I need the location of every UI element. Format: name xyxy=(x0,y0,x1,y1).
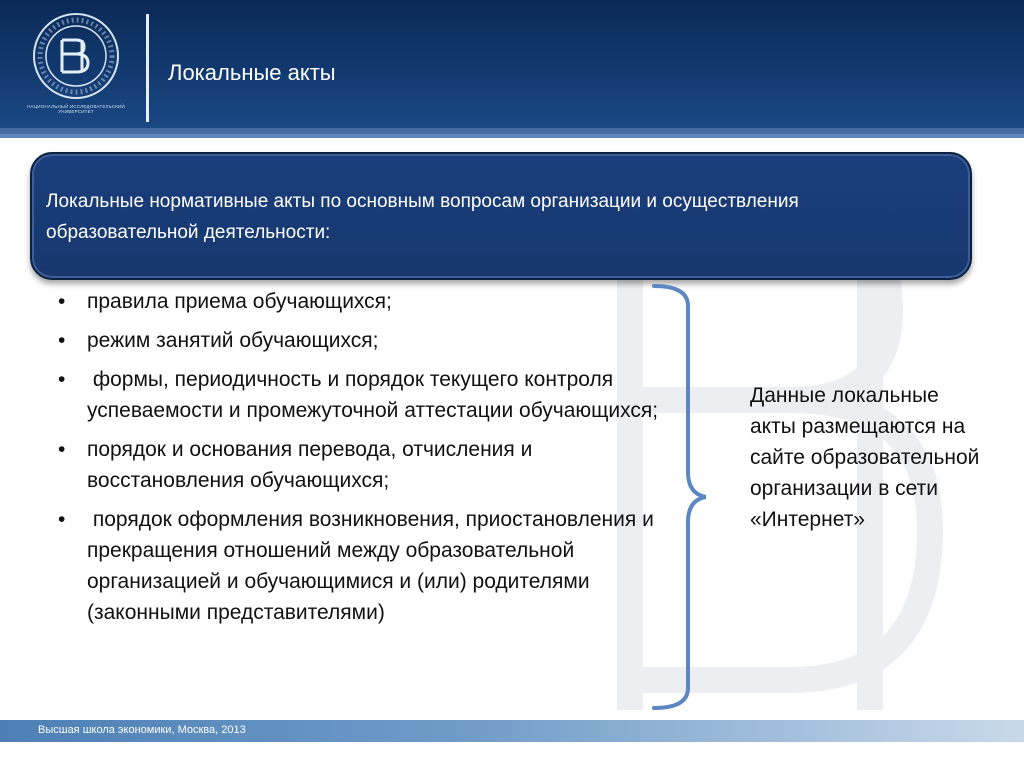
slide-header xyxy=(0,0,1024,138)
bullet-list xyxy=(58,286,690,636)
bullet-marker: • xyxy=(58,368,66,391)
intro-box xyxy=(30,152,972,280)
list-item-text: режим занятий обучающихся; xyxy=(87,329,379,352)
side-note: Данные локальные акты размещаются на сайте образовательной организации в сети «Интернет» xyxy=(750,384,980,531)
list-item xyxy=(58,286,690,317)
intro-text: Локальные нормативные акты по основным вопросам организации и осуществления образовательной деятельности: xyxy=(46,191,799,243)
bullet-marker: • xyxy=(58,290,66,313)
list-item xyxy=(58,434,690,496)
list-item-text: правила приема обучающихся; xyxy=(87,290,392,313)
bullet-marker: • xyxy=(58,329,66,352)
bullet-marker: • xyxy=(58,438,66,461)
list-item-text: порядок оформления возникновения, приостановления и прекращения отношений между образовательной организацией и обучающимися и (или) родителями (законными представителями) xyxy=(87,508,660,624)
hse-logo xyxy=(26,10,126,126)
page-title: Локальные акты xyxy=(168,60,336,85)
right-brace-icon xyxy=(650,282,706,712)
header-divider xyxy=(146,14,149,122)
footer-bar xyxy=(0,720,1024,742)
footer-text: Высшая школа экономики, Москва, 2013 xyxy=(38,724,246,736)
list-item-text: формы, периодичность и порядок текущего контроля успеваемости и промежуточной аттестации обучающихся; xyxy=(87,368,659,422)
hse-emblem-icon xyxy=(26,10,126,102)
list-item xyxy=(58,504,690,628)
list-item xyxy=(58,364,690,426)
list-item-text: порядок и основания перевода, отчисления и восстановления обучающихся; xyxy=(87,438,533,492)
logo-caption: НАЦИОНАЛЬНЫЙ ИССЛЕДОВАТЕЛЬСКИЙ УНИВЕРСИТЕТ xyxy=(27,104,125,114)
list-item xyxy=(58,325,690,356)
bullet-marker: • xyxy=(58,508,66,531)
